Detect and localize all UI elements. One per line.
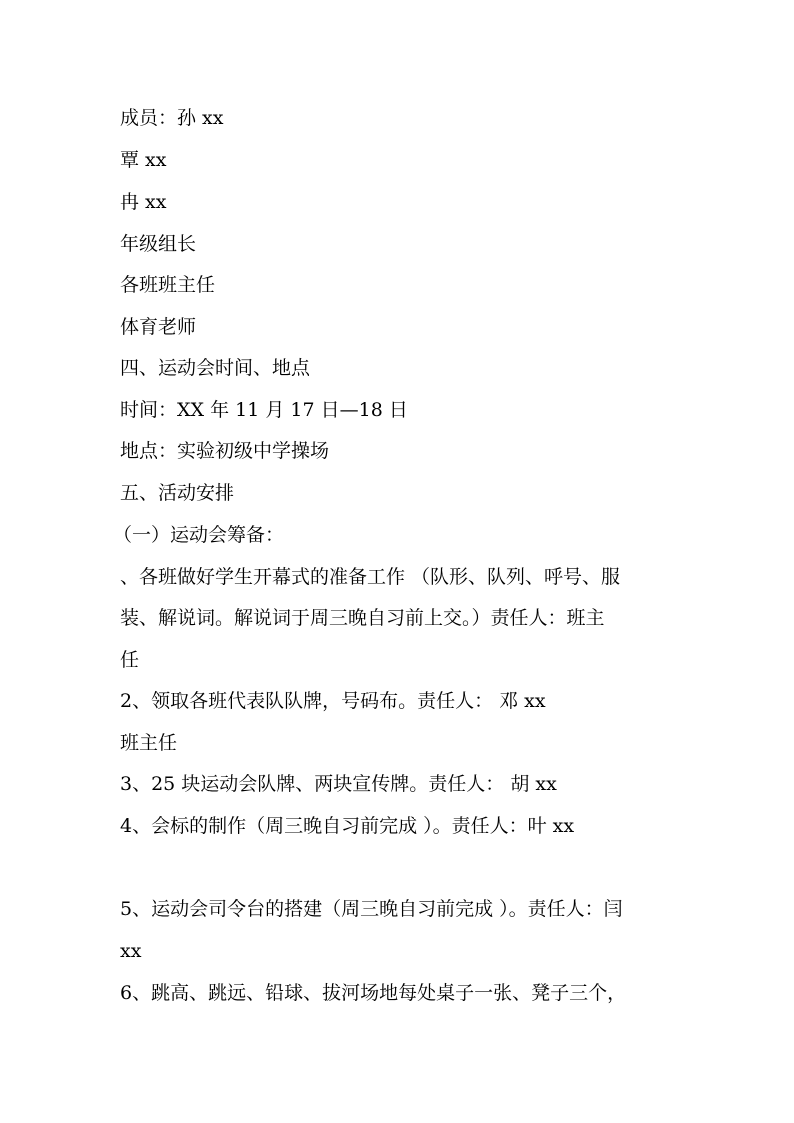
pe-teacher-line: 体育老师 — [120, 316, 197, 338]
subsection-preparation: （一）运动会筹备： — [113, 524, 285, 546]
member-sun-line: 成员：孙 xx — [120, 107, 224, 129]
section-heading-activities: 五、活动安排 — [120, 482, 235, 504]
item-1-line-b: 装、解说词。解说词于周三晚自习前上交。）责任人：班主 — [120, 607, 605, 629]
item-2-line-b: 班主任 — [120, 732, 178, 754]
item-5-line-b: xx — [120, 940, 142, 962]
event-place-line: 地点：实验初级中学操场 — [120, 440, 330, 462]
section-heading-time-place: 四、运动会时间、地点 — [120, 357, 311, 379]
item-5-line-a: 5、运动会司令台的搭建（周三晚自习前完成 ）。责任人：闫 — [120, 898, 623, 920]
item-2-line-a: 2、领取各班代表队队牌，号码布。责任人： 邓 xx — [120, 690, 546, 712]
class-teachers-line: 各班班主任 — [120, 274, 216, 296]
member-qin-line: 覃 xx — [120, 149, 167, 171]
item-1-line-c: 任 — [120, 649, 140, 671]
item-3-line: 3、25 块运动会队牌、两块宣传牌。责任人： 胡 xx — [120, 773, 557, 795]
grade-leader-line: 年级组长 — [120, 233, 197, 255]
item-4-line: 4、会标的制作（周三晚自习前完成 ）。责任人：叶 xx — [120, 815, 575, 837]
member-ran-line: 冉 xx — [120, 191, 167, 213]
item-1-line-a: 、各班做好学生开幕式的准备工作 （队形、队列、呼号、服 — [120, 566, 621, 588]
event-time-line: 时间：XX 年 11 月 17 日—18 日 — [120, 399, 408, 421]
item-6-line: 6、跳高、跳远、铅球、拔河场地每处桌子一张、凳子三个， — [120, 982, 627, 1004]
